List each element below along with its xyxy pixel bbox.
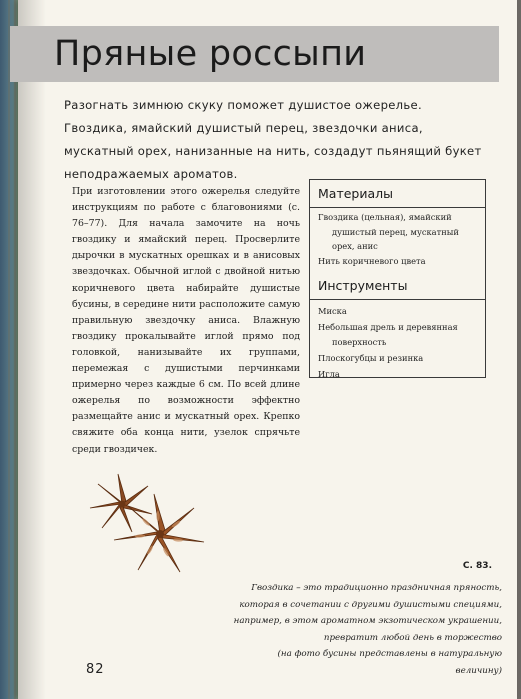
photo-page-reference: С. 83.: [462, 561, 492, 571]
materials-rule: [310, 207, 485, 208]
star-anise-icon: [72, 466, 217, 581]
tools-item: Небольшая дрель и деревянная поверхность: [318, 322, 458, 347]
tools-rule: [310, 299, 485, 300]
caption-line: превратит любой день в торжество: [323, 632, 502, 643]
photo-caption: [230, 580, 502, 679]
tools-item: Игла: [318, 368, 340, 379]
page-gutter-shadow: [18, 0, 46, 699]
materials-item: Нить коричневого цвета: [318, 255, 426, 266]
lead-paragraph: Разогнать зимнюю скуку поможет душистое ожерелье. Гвоздика, ямайский душистый перец, звездочки аниса, мускатный орех, нанизанные на нить, создадут пьянящий букет неподражаемых ароматов.: [64, 98, 482, 181]
caption-line: Гвоздика – это традиционно праздничная пряность,: [251, 583, 502, 593]
caption-line: (на фото бусины представлены в натуральную величину): [277, 649, 502, 676]
page-number: 82: [86, 662, 105, 677]
star-anise-back: [90, 474, 152, 532]
materials-box: [309, 179, 486, 378]
caption-line: например, в этом ароматном экзотическом украшении,: [233, 616, 502, 626]
materials-item: Гвоздика (цельная), ямайский душистый перец, мускатный орех, анис: [318, 212, 459, 251]
tools-item: Миска: [318, 306, 347, 316]
instructions-text: При изготовлении этого ожерелья следуйте инструкциям по работе с благовониями (с. 76–77). Для начала замочите на ночь гвоздику и ямайский перец. Просверлите дырочки в мускатных орешках и в анисовых звездочках. Обычной иглой с двойной нитью коричневого цвета набирайте душистые бусины, в середине нити расположите самую правильную звездочку аниса. Влажную гвоздику прокалывайте иглой прямо под головкой, нанизывайте их группами, перемежая с душистыми перчинками примерно через каждые 6 см. По всей длине ожерелья по возможности эффектно размещайте анис и мускатный орех. Крепко свяжите оба конца нити, узелок спрячьте среди гвоздичек.: [72, 186, 300, 455]
caption-line: которая в сочетании с другими душистыми специями,: [239, 599, 502, 610]
materials-heading: Материалы: [318, 186, 393, 201]
page-title: Пряные россыпи: [54, 34, 367, 74]
tools-item: Плоскогубцы и резинка: [318, 352, 424, 363]
tools-list: [318, 304, 482, 383]
tools-heading: Инструменты: [318, 278, 408, 293]
materials-list: [318, 210, 482, 268]
